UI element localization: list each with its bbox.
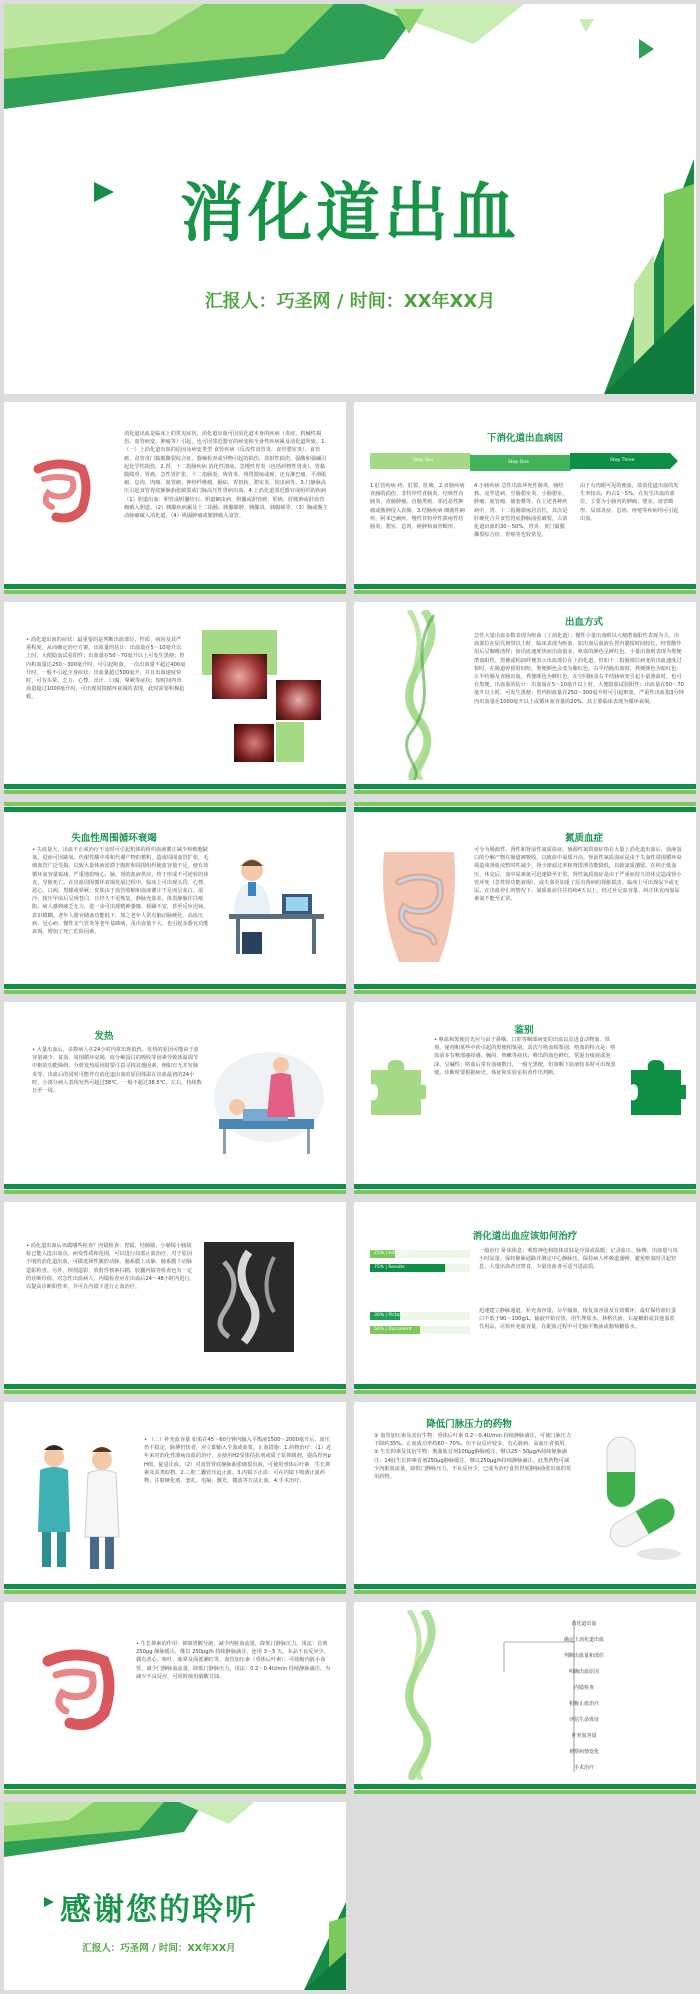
cause-col-3: 由于有肉眼可见的便血，故消化道出血的发生率较高，约占1～5%。在发生出血的部位，主要为小肠内的肿瘤、憩室、血管畸形、局部炎症、息肉、痔疮等疾病均可引起出血。 bbox=[580, 483, 679, 522]
endoscopy-image-1 bbox=[212, 654, 267, 699]
slide-portal-pressure-drugs bbox=[354, 1402, 696, 1594]
slide-circulatory-failure bbox=[4, 802, 346, 994]
slide-title: 氮质血症 bbox=[564, 833, 603, 844]
green-wave-decoration bbox=[384, 610, 454, 780]
slide-title: 发热 bbox=[94, 1031, 114, 1042]
progress-pictures: 30% | Pictures bbox=[370, 1312, 400, 1320]
cause-col-1: 1.肛管疾病 痔、肛裂、肛瘘。2.直肠疾病 直肠的损伤、非特异性直肠炎、结核性直肠炎、直肠肿瘤、直肠类癌、邻近恶性肿瘤或脓肿侵入直肠。3.结肠疾病 细菌性痢疾、阿米巴痢疾、慢性非特异性溃疡性结肠炎、憩室、息肉、癌肿和血管畸形。 bbox=[370, 483, 465, 531]
flow-step: 判断出血量和部位 bbox=[563, 1653, 604, 1659]
slide-symptoms bbox=[4, 602, 346, 794]
slide-somatostatin bbox=[4, 1602, 346, 1794]
intro-text: 消化道出血是临床上的常见症状，消化道出血可因消化道本身的疾病（炎症、机械性损伤、血管病变、肿瘤等）引起，也可因邻近器官的病变和全身性疾病累及消化道所致。1.（一）上消化道出血的原因及病变类型 食管疾病（反流性食管炎、食管憩室炎）、食管癌、食管贲门黏膜撕裂综合征、器械检查或异物引起的损伤、放射性损伤、强酸和强碱引起化学性损伤。2.胃、十二指肠疾病 消化性溃疡、急慢性胃炎（包括药物性胃炎）、胃黏膜脱垂、胃癌、急性胃扩张、十二指肠炎、残胃炎、残胃溃疡或癌，还有淋巴瘤、平滑肌瘤、息肉、肉瘤、血管瘤、神经纤维瘤、膈疝、胃扭转、憩室炎、钩虫病等。3.门静脉高压引起食管胃底静脉曲张破裂或门脉高压性胃病出血。4.上消化道邻近器官或组织的疾病（1）胆道出血：胆管或胆囊结石、胆道蛔虫病、胆囊或胆管癌、肝癌、肝脓肿或肝血管瘤破入胆道。（2）胰腺疾病累及十二指肠，胰腺脓肿、胰腺炎、胰腺癌等。（3）胸或腹主动脉瘤破入消化道。（4）纵隔肿瘤或脓肿破入食管。 bbox=[124, 431, 328, 520]
slide-lower-bleeding-causes bbox=[354, 402, 696, 594]
flow-step: 内镜检查 bbox=[573, 1685, 594, 1691]
cause-col-2: 4.小肠疾病 急性出血坏死性肠炎、肠结核、克罗恩病、空肠憩室炎、小肠憩室、肿瘤、血管瘤、肠套叠等。在上述各种疾病中，胃、十二指肠溃疡居首位，其次是肝硬化合并食管胃底静脉曲张破裂，占消化道出血的30～50%。胃炎、贲门黏膜撕裂综合征、胃癌等也较常见。 bbox=[474, 483, 568, 539]
flow-step: 消化道出血 bbox=[571, 1621, 597, 1627]
cover-title: 消化道出血 bbox=[180, 177, 520, 251]
flow-step: 确定上消化道出血 bbox=[563, 1637, 604, 1643]
treatment-text-2: 迅速建立静脉通道，补充血容量，尽早输血，恢复血容量及有效循环，最好保持血红蛋白不低于90～100g/L。输液开始宜快，用生理盐水、林格氏液、右旋糖酐或其他血浆代用品，尽快补充血容量，在配血过程中可先输平衡液或葡萄糖盐水。 bbox=[479, 1308, 677, 1331]
treatment-text-1: 一般治疗 卧床休息；观察神色和肢体皮肤是冷湿或温暖；记录血压、脉搏、出血量与每小时尿量；保持静脉通路并测定中心静脉压。保持病人呼吸道通畅，避免呕血时引起窒息。大量出血者宜禁食，少量出血者可适当进流质。 bbox=[479, 1248, 678, 1271]
slide-title: 鉴别 bbox=[514, 1025, 534, 1036]
step-one-label: Step One bbox=[508, 460, 529, 465]
slide-differential bbox=[354, 1002, 696, 1194]
endoscopy-image-3 bbox=[234, 724, 274, 762]
cover-shapes-top bbox=[4, 4, 696, 124]
progress-results: 75% | Results bbox=[370, 1264, 445, 1272]
symptoms-text: • 消化道出血的症状：最重要的是判断出血部位、性质、病因及其严重程度，从而确定治疗方案。出血量的估计：出血量在5～10毫升以上时，大便隐血试验阳性；出血量在50～70毫升以上可发生黑便；胃内积血量达250～300毫升时，可引起呕血。一次出血量不超过400毫升时，一般不引起全身症状；出血量超过500毫升，并且出血速度快时，可有头晕、乏力、心悸、出汗、口渴、晕厥等症状；短时间内出血量超过1000毫升时，可出现周围循环衰竭的表现，此时需要积极抢救。 bbox=[26, 637, 186, 701]
end-subtitle: 汇报人：巧圣网 / 时间：XX年XX月 bbox=[82, 1943, 236, 1954]
end-title: 感谢您的聆听 bbox=[60, 1892, 258, 1928]
blood-volume-text: • （二）补充血容量 如果在45～60分钟内输入平衡液1500～2000毫升后，血压仍不稳定、脉搏仍快者，应立即输入全血或血浆。止血措施：1.药物治疗：（1）近年来对消化性溃疡出血的治疗，多使用H2受体拮抗剂或质子泵抑制剂，提高胃内pH值，促进止血。（2）对食管胃底静脉曲张破裂出血，可使用垂体后叶素、生长抑素及其类似物。2.三腔二囊管压迫止血。3.内镜下止血：可在内镜下喷洒止血药物、注射硬化剂、套扎、电凝、激光、微波等方法止血。4.手术治疗。 bbox=[144, 1437, 332, 1485]
slide-blood-volume bbox=[4, 1402, 346, 1594]
slide-treatment bbox=[354, 1202, 696, 1394]
intestine-illustration bbox=[26, 457, 94, 527]
flow-step: 手术治疗 bbox=[573, 1765, 594, 1771]
slide-azotemia bbox=[354, 802, 696, 994]
puzzle-piece-dark-icon bbox=[626, 1060, 686, 1115]
cover-subtitle: 汇报人：巧圣网 / 时间：XX年XX月 bbox=[204, 291, 496, 312]
slide-title: 下消化道出血病因 bbox=[486, 433, 563, 444]
intestine-illustration bbox=[34, 1647, 119, 1737]
progress-education: 25% | Education bbox=[370, 1250, 395, 1258]
slide-examinations bbox=[4, 1202, 346, 1394]
examinations-text: • 消化道出血后该做哪些检查？内镜检查：胃镜、结肠镜、小肠镜小肠镜检已能入选出血点。病变性质和范围，可以进行局部止血治疗。对于原因不明的消化道出血，可做选择性腹腔动脉、肠系膜上动脉、肠系膜下动脉造影检查。另外，钡剂造影、放射性核素扫描、胶囊内镜等检查也有一定的诊断价值。对急性出血病人，内镜检查应在出血后24～48小时内进行，以提高诊断阳性率，并可在内镜下进行止血治疗。 bbox=[26, 1243, 195, 1291]
bleeding-manner-text: 急性大量出血多数表现为呕血（上消化道）；慢性小量出血则以大便潜血阳性表现为主。出血部位在屈氏韧带以上时，临床表现为呕血，如出血后血液在胃内潴留时间较长，经胃酸作用后呈咖啡渣样；如出血速度快而出血量多，呕血的颜色呈鲜红色。小量出血则表现为粪便潜血阳性。黑便或柏油样便表示出血部位在上消化道，但如十二指肠部位病变的出血速度过快时，在肠道停留时间短，粪便颜色会变为紫红色。右半结肠出血时，粪便颜色为暗红色；左半结肠及直肠出血，粪便颜色为鲜红色。在空回肠及右半结肠病变引起小量渗血时，也可有黑便。出血量的估计：出血量在5～10毫升以上时，大便隐血试验阳性；出血量在50～70毫升以上时，可发生黑便；胃内积血量在250～300毫升时可引起呕血。严重性出血指3分钟内出血量在1000毫升以上或循环血容量的20%，其主要临床表现为循环衰竭。 bbox=[474, 633, 684, 705]
xray-image bbox=[204, 1242, 294, 1352]
slide-title: 降低门脉压力的药物 bbox=[426, 1419, 512, 1430]
circulatory-failure-text: • 失血量大、出血不止或治疗不及时可引起机体的组织血液灌注减少和细胞缺氧。进而可因缺氧、代谢性酸中毒和代谢产物的蓄积，造成周围血管扩张，毛细血管广泛受损，以致大量体液淤滞于腹腔和周围组织使血容量不足，使有效循环血容量锐减，严重地影响心、脑、肾的血液供应，终于形成不可逆转的休克，导致死亡。在出血周围循环衰竭发展过程中，临床上可出现头昏、心悸、恶心、口渴、黑矇或晕厥；皮肤由于血管收缩和血液灌注不足而呈灰白、湿冷；按压甲床后呈现苍白，且经久不见恢复。静脉充盈差，体表静脉往往瘪陷。病人感到疲乏无力，进一步可出现精神萎靡、烦躁不安，甚至反应迟钝、意识模糊。老年人器官储备功能低下，加之老年人常有脑动脉硬化、高血压病、冠心病、慢性支气管炎等老年基础病，虽出血量不大，也引起多器官功能衰竭，增加了死亡危险因素。 bbox=[32, 847, 209, 936]
slide-bleeding-manner bbox=[354, 602, 696, 794]
end-slide bbox=[4, 1802, 346, 1990]
step-two-label: Step Two bbox=[413, 458, 434, 463]
slide-title: 失血性周围循环衰竭 bbox=[71, 833, 157, 844]
progress-document: 50% | Document bbox=[370, 1326, 420, 1334]
slide-title: 消化道出血应该如何治疗 bbox=[472, 1231, 578, 1242]
medical-staff-illustration bbox=[24, 1442, 134, 1572]
slide-title: 出血方式 bbox=[564, 617, 603, 628]
slide-diagnosis-flow bbox=[354, 1602, 696, 1794]
puzzle-piece-light-icon bbox=[366, 1060, 426, 1115]
flow-step: 积极止血治疗 bbox=[568, 1701, 599, 1707]
slide-fever bbox=[4, 1002, 346, 1194]
flow-step: 补充血容量 bbox=[571, 1733, 597, 1739]
abdomen-illustration bbox=[374, 852, 464, 962]
cover-slide bbox=[4, 4, 696, 394]
somatostatin-text: • 生长抑素的作用：抑制胃酸分泌，减少内脏血流量，降低门静脉压力。用法：首剂 250μg 静脉缓注，继以 250μg/h 持续静脉滴注，连用 3～5 天。本品不良反应少，偶有恶心、呕吐、眩晕及面部潮红等。血管加压素（垂体后叶素）：可收缩内脏小血管，减少门静脉血流量，降低门静脉压力。用法：0.2～0.4U/min 持续静脉滴注。为减少不良反应，可同时使用硝酸甘油。 bbox=[136, 1641, 331, 1680]
flow-step: 评估生命体征 bbox=[568, 1717, 599, 1723]
slide-intro bbox=[4, 402, 346, 594]
fever-text: • 大量出血后，多数病人在24小时内常出现低热。发热的原因可能由于血容量减少、贫血、周围循环衰竭、血分解蛋白的吸收等因素导致体温调节中枢的功能障碍。分析发热原因时要注意寻找其他因素，例如有无并发肺炎等。出血后的同时可能伴有消化道出血的原因体温在出血最初的24小时，小部分病人表现发热可超过38℃，一般不超过38.5℃。左右，持续数日至一周。 bbox=[32, 1047, 202, 1095]
endoscopy-image-2 bbox=[276, 680, 321, 720]
differential-text: • 呕血和黑便首先应与由于鼻咽、口腔等咽部病变的出血以及进食动物血、铁剂、铋剂和某些中药引起的黑便相鉴别。其次与咯血相鉴别，咯血的特点是：咯血前多有喉部瘙痒感、胸闷、咳嗽等症状；咯出的血色鲜红，常混有痰液或泡沫，呈碱性；咯血后常有血痰数日，一般无黑便，但如咽下血液较多时可出现黑便。诊断时要根据病史、体征和实验室检查作出判断。 bbox=[434, 1037, 616, 1076]
doctor-at-desk-illustration bbox=[214, 852, 334, 962]
nurse-patient-illustration bbox=[209, 1047, 329, 1162]
photo-frame-small bbox=[276, 722, 304, 762]
flow-step: 明确出血原因 bbox=[568, 1669, 599, 1675]
flow-step: 观察病情变化 bbox=[568, 1749, 599, 1755]
step-three-label: Step Three bbox=[610, 458, 635, 463]
capsules-illustration bbox=[579, 1432, 689, 1562]
azotemia-text: 可分为肠源性、肾性和肾前性氮质血症。肠源性氮质血症指在大量上消化道出血后，血液蛋白的分解产物在肠道被吸收，以致血中氮质升高。肾前性氮质血症是由于失血性周围循环衰竭造成肾血流暂时性减少，肾小球滤过率和肾排泄功能降低，以致氮质潴留。在纠正低血压、休克后，血中尿素氮可迅速降至正常。肾性氮质血症是由于严重而持久的休克造成肾小管坏死（急性肾功能衰竭），或失血更加重了原有肾病的肾脏损害。临床上可出现尿少或无尿。在出血停止的情况下，氮质血症往往持续4天以上，经过补足血容量、纠正休克而血尿素氮不能至正常。 bbox=[474, 847, 682, 903]
green-wave-decoration bbox=[384, 1610, 454, 1780]
portal-pressure-text: ① 血管加压素及其衍生物：垂体后叶素 0.2～0.4U/min 持续静脉滴注，可使门脉压力下降约35%，止血成功率约60～70%。但不良反应较多，有心脏病、高血压者慎用。② 生长抑素及其衍生物：奥曲肽首剂100μg静脉缓注，继以25～50μg/h持续静脉滴注；14肽生长抑素首剂250μg静脉缓注，继以250μg/h持续静脉滴注。此类药物可减少内脏血流量，降低门静脉压力，不良反应少，已成为治疗食管胃底静脉曲张出血的常用药物。 bbox=[374, 1433, 572, 1481]
flow-chart bbox=[504, 1616, 664, 1776]
